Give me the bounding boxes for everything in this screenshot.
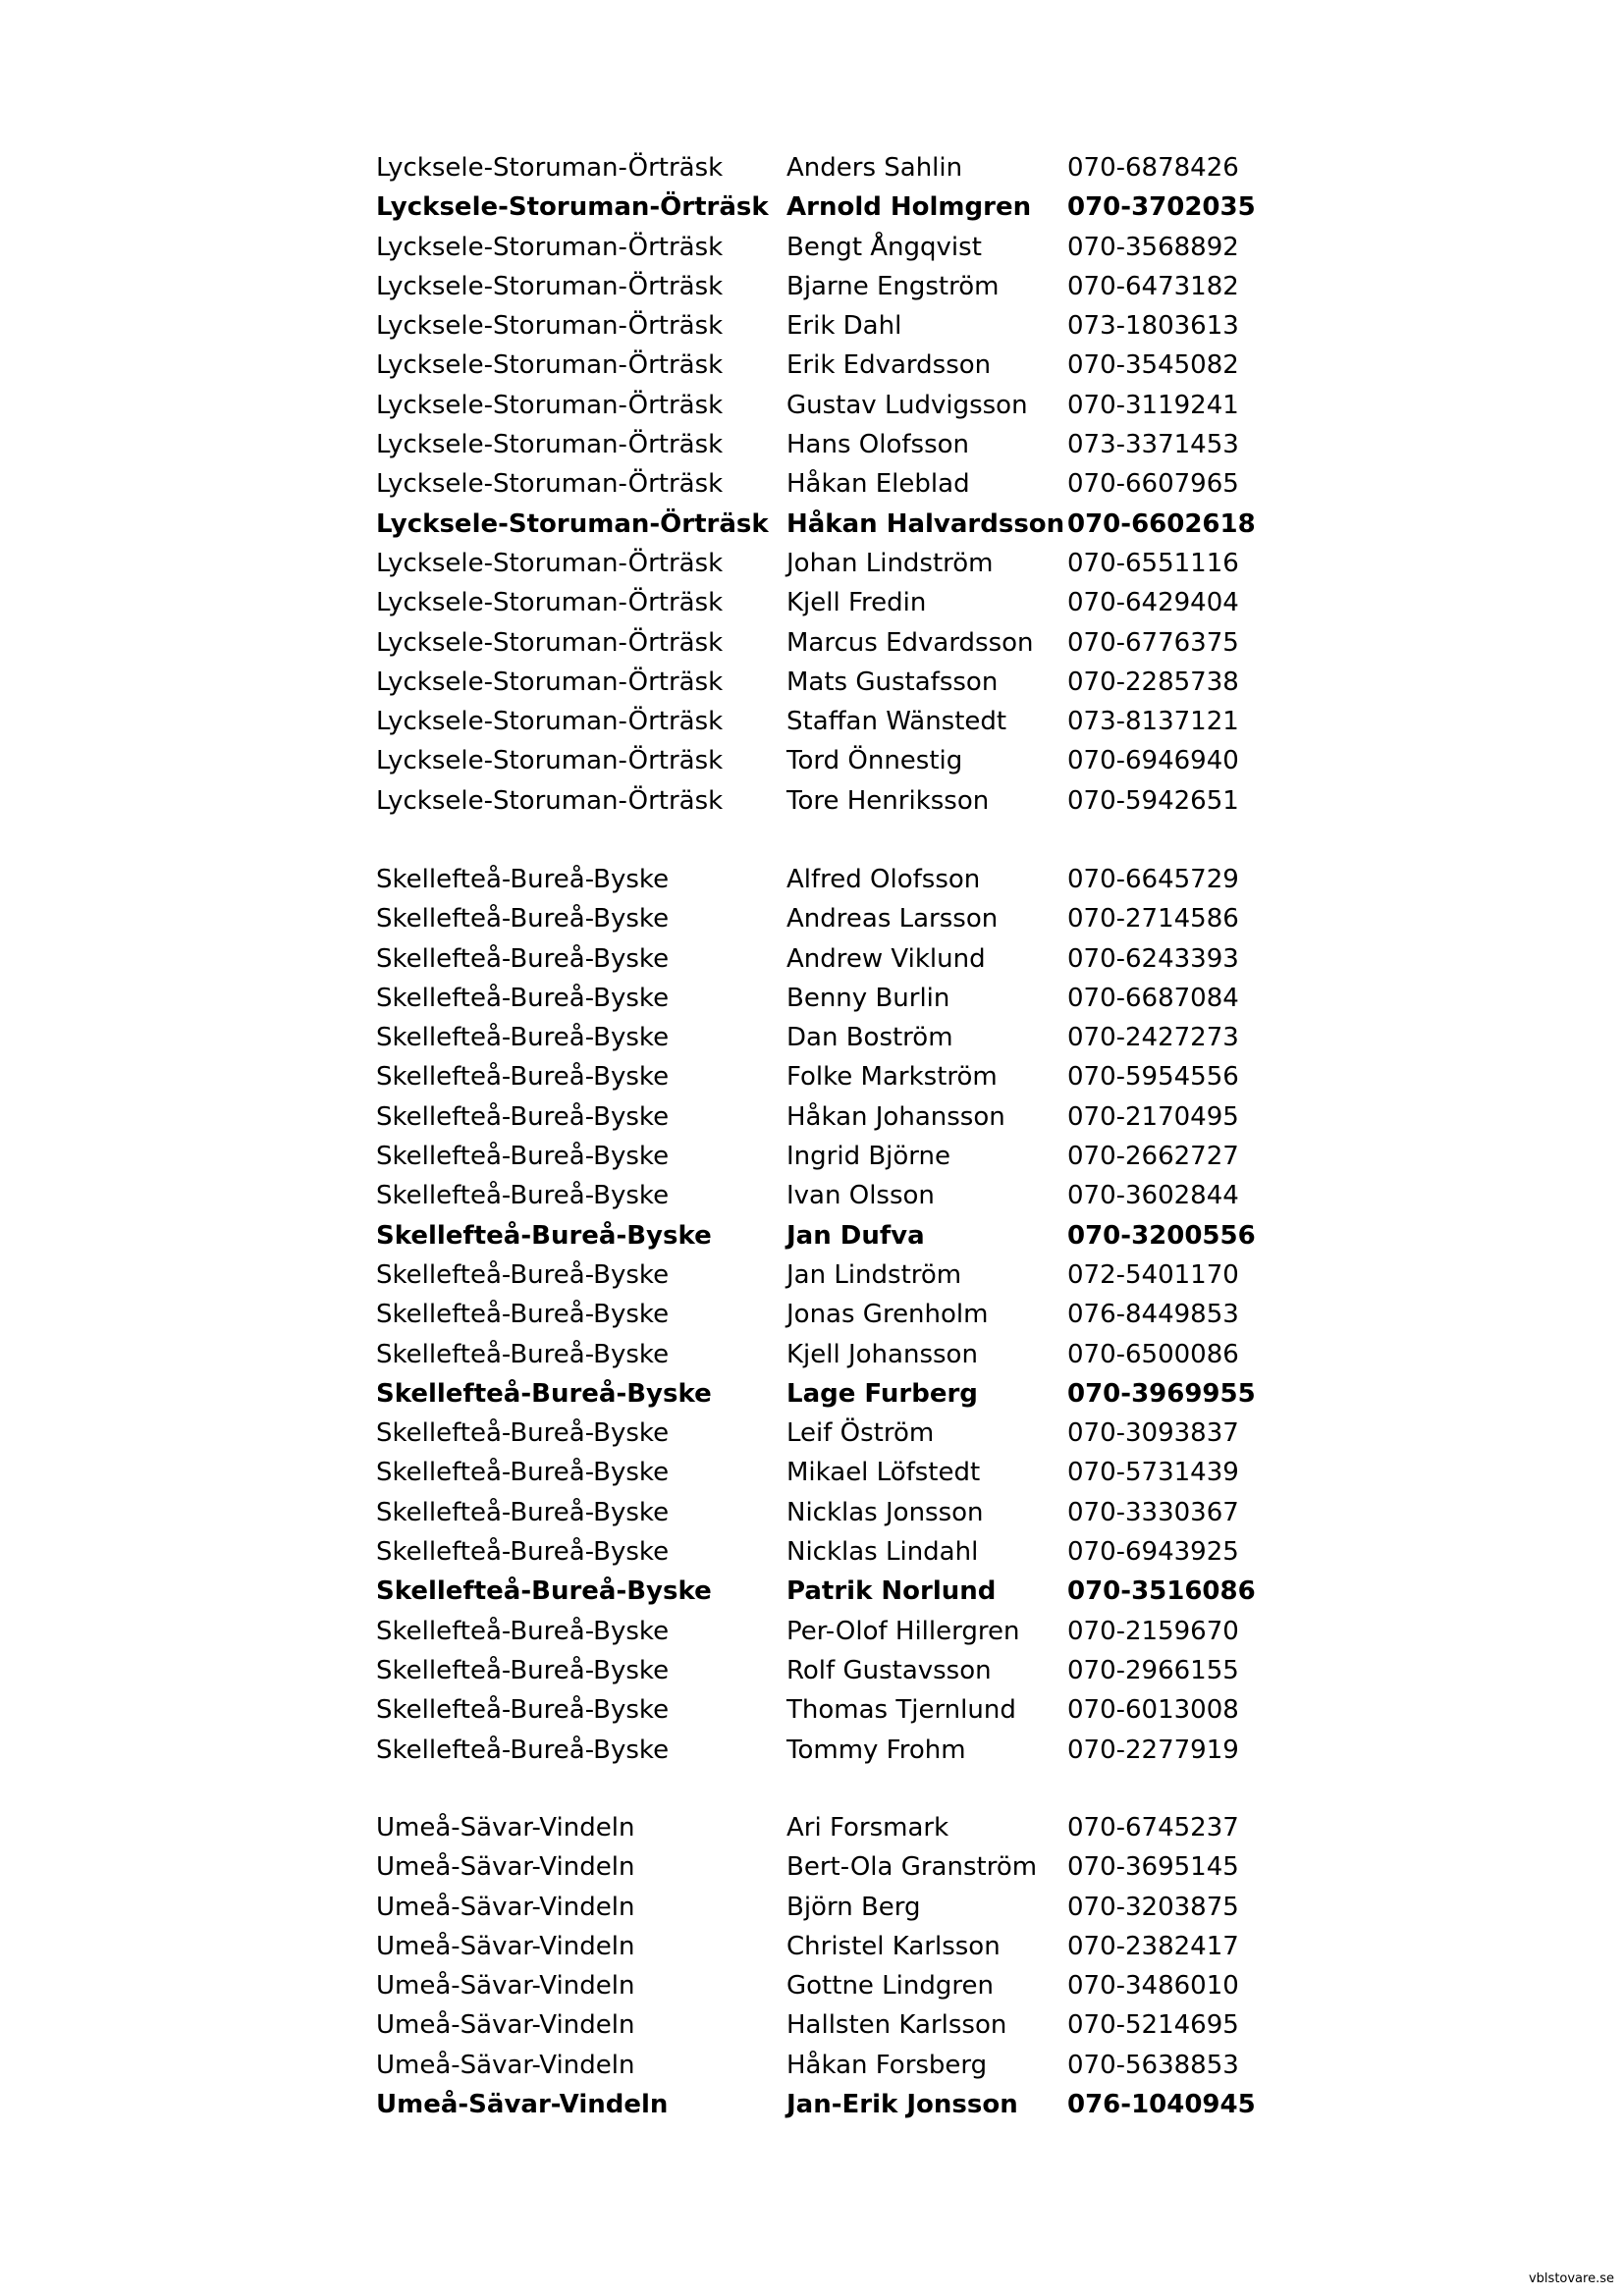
contact-row <box>0 979 1624 1018</box>
contact-row <box>0 464 1624 504</box>
contact-row <box>0 306 1624 346</box>
area-cell: Umeå-Sävar-Vindeln <box>376 1852 635 1883</box>
area-cell: Skellefteå-Bureå-Byske <box>376 1101 670 1132</box>
area-cell: Skellefteå-Bureå-Byske <box>376 1616 670 1646</box>
footer-site-label: vblstovare.se <box>1528 2271 1614 2286</box>
contact-row <box>0 1176 1624 1215</box>
area-cell: Skellefteå-Bureå-Byske <box>376 1062 670 1093</box>
contact-group <box>0 1808 1624 2124</box>
phone-cell: 070-2662727 <box>1067 1142 1239 1172</box>
contact-row <box>0 939 1624 979</box>
phone-cell: 070-3602844 <box>1067 1181 1239 1211</box>
contact-row <box>0 1847 1624 1887</box>
phone-cell: 070-3702035 <box>1067 192 1256 223</box>
contact-row <box>0 1374 1624 1414</box>
phone-cell: 070-6473182 <box>1067 271 1239 301</box>
phone-cell: 070-6607965 <box>1067 469 1239 500</box>
name-cell: Lage Furberg <box>786 1378 978 1409</box>
area-cell: Lycksele-Storuman-Örträsk <box>376 390 724 420</box>
area-cell: Lycksele-Storuman-Örträsk <box>376 548 724 578</box>
area-cell: Umeå-Sävar-Vindeln <box>376 1892 635 1922</box>
phone-cell: 073-8137121 <box>1067 707 1239 737</box>
name-cell: Tord Önnestig <box>786 746 963 776</box>
area-cell: Skellefteå-Bureå-Byske <box>376 1537 670 1568</box>
contact-row <box>0 1532 1624 1572</box>
phone-cell: 070-5214695 <box>1067 2010 1239 2041</box>
name-cell: Rolf Gustavsson <box>786 1655 992 1685</box>
area-cell: Skellefteå-Bureå-Byske <box>376 1339 670 1369</box>
phone-cell: 070-6943925 <box>1067 1537 1239 1568</box>
name-cell: Christel Karlsson <box>786 1931 1001 1961</box>
name-cell: Marcus Edvardsson <box>786 627 1034 658</box>
name-cell: Arnold Holmgren <box>786 192 1032 223</box>
contact-row <box>0 1097 1624 1137</box>
name-cell: Ivan Olsson <box>786 1181 935 1211</box>
area-cell: Umeå-Sävar-Vindeln <box>376 2010 635 2041</box>
area-cell: Lycksele-Storuman-Örträsk <box>376 627 724 658</box>
area-cell: Lycksele-Storuman-Örträsk <box>376 707 724 737</box>
name-cell: Bengt Ångqvist <box>786 232 982 262</box>
contact-row <box>0 1216 1624 1255</box>
area-cell: Lycksele-Storuman-Örträsk <box>376 350 724 381</box>
contact-row <box>0 386 1624 425</box>
phone-cell: 070-6645729 <box>1067 865 1239 894</box>
name-cell: Johan Lindström <box>786 548 994 578</box>
phone-cell: 070-3119241 <box>1067 390 1239 420</box>
contact-row <box>0 148 1624 187</box>
name-cell: Hallsten Karlsson <box>786 2010 1007 2041</box>
name-cell: Jonas Grenholm <box>786 1300 989 1330</box>
phone-cell: 070-3330367 <box>1067 1497 1239 1527</box>
name-cell: Nicklas Jonsson <box>786 1497 984 1527</box>
phone-cell: 070-3516086 <box>1067 1576 1256 1607</box>
area-cell: Lycksele-Storuman-Örträsk <box>376 785 724 816</box>
name-cell: Kjell Fredin <box>786 588 927 618</box>
phone-cell: 070-2277919 <box>1067 1735 1239 1765</box>
phone-cell: 070-6429404 <box>1067 588 1239 618</box>
contact-group <box>0 148 1624 821</box>
phone-cell: 070-2382417 <box>1067 1931 1239 1961</box>
contact-row <box>0 1690 1624 1730</box>
contact-row <box>0 2085 1624 2124</box>
name-cell: Anders Sahlin <box>786 153 963 183</box>
area-cell: Lycksele-Storuman-Örträsk <box>376 746 724 776</box>
contact-row <box>0 741 1624 780</box>
name-cell: Andreas Larsson <box>786 904 999 934</box>
contact-row <box>0 702 1624 741</box>
name-cell: Erik Dahl <box>786 311 902 342</box>
contact-row <box>0 1888 1624 1927</box>
name-cell: Håkan Forsberg <box>786 2050 988 2080</box>
phone-cell: 073-3371453 <box>1067 430 1239 460</box>
area-cell: Skellefteå-Bureå-Byske <box>376 1259 670 1290</box>
area-cell: Skellefteå-Bureå-Byske <box>376 1735 670 1765</box>
area-cell: Lycksele-Storuman-Örträsk <box>376 232 724 262</box>
name-cell: Håkan Johansson <box>786 1101 1005 1132</box>
contact-row <box>0 228 1624 267</box>
phone-cell: 073-1803613 <box>1067 311 1239 342</box>
name-cell: Håkan Halvardsson <box>786 508 1065 539</box>
phone-cell: 070-6946940 <box>1067 746 1239 776</box>
contact-row <box>0 1335 1624 1374</box>
phone-cell: 070-5638853 <box>1067 2050 1239 2080</box>
name-cell: Björn Berg <box>786 1892 921 1922</box>
phone-cell: 070-6551116 <box>1067 548 1239 578</box>
phone-cell: 070-6243393 <box>1067 943 1239 974</box>
area-cell: Skellefteå-Bureå-Byske <box>376 1300 670 1330</box>
phone-cell: 070-3486010 <box>1067 1971 1239 2002</box>
area-cell: Skellefteå-Bureå-Byske <box>376 1458 670 1488</box>
name-cell: Håkan Eleblad <box>786 469 970 500</box>
phone-cell: 070-3545082 <box>1067 350 1239 381</box>
phone-cell: 070-6602618 <box>1067 508 1256 539</box>
name-cell: Tommy Frohm <box>786 1735 966 1765</box>
area-cell: Lycksele-Storuman-Örträsk <box>376 311 724 342</box>
area-cell: Skellefteå-Bureå-Byske <box>376 904 670 934</box>
name-cell: Gottne Lindgren <box>786 1971 994 2002</box>
name-cell: Jan-Erik Jonsson <box>786 2090 1018 2120</box>
name-cell: Folke Markström <box>786 1062 998 1093</box>
area-cell: Umeå-Sävar-Vindeln <box>376 1931 635 1961</box>
area-cell: Lycksele-Storuman-Örträsk <box>376 271 724 301</box>
contact-row <box>0 1018 1624 1057</box>
name-cell: Nicklas Lindahl <box>786 1537 979 1568</box>
contact-row <box>0 267 1624 306</box>
name-cell: Ari Forsmark <box>786 1813 949 1842</box>
contact-row <box>0 2046 1624 2085</box>
name-cell: Jan Dufva <box>786 1220 925 1251</box>
phone-cell: 076-1040945 <box>1067 2090 1256 2120</box>
area-cell: Umeå-Sävar-Vindeln <box>376 2050 635 2080</box>
phone-cell: 072-5401170 <box>1067 1259 1239 1290</box>
phone-cell: 070-6776375 <box>1067 627 1239 658</box>
contact-row <box>0 1453 1624 1492</box>
phone-cell: 070-2714586 <box>1067 904 1239 934</box>
phone-cell: 070-6687084 <box>1067 983 1239 1013</box>
area-cell: Lycksele-Storuman-Örträsk <box>376 192 769 223</box>
area-cell: Lycksele-Storuman-Örträsk <box>376 508 769 539</box>
contact-row <box>0 623 1624 663</box>
name-cell: Tore Henriksson <box>786 785 990 816</box>
name-cell: Leif Öström <box>786 1418 935 1449</box>
contact-row <box>0 1731 1624 1770</box>
contact-row <box>0 1137 1624 1176</box>
contact-group <box>0 860 1624 1770</box>
area-cell: Lycksele-Storuman-Örträsk <box>376 153 724 183</box>
phone-cell: 070-3203875 <box>1067 1892 1239 1922</box>
phone-cell: 070-3969955 <box>1067 1378 1256 1409</box>
area-cell: Skellefteå-Bureå-Byske <box>376 1695 670 1726</box>
contact-row <box>0 425 1624 464</box>
contact-row <box>0 1966 1624 2005</box>
area-cell: Skellefteå-Bureå-Byske <box>376 943 670 974</box>
contact-row <box>0 1493 1624 1532</box>
area-cell: Skellefteå-Bureå-Byske <box>376 1497 670 1527</box>
name-cell: Andrew Viklund <box>786 943 986 974</box>
area-cell: Umeå-Sävar-Vindeln <box>376 2090 669 2120</box>
name-cell: Jan Lindström <box>786 1259 962 1290</box>
phone-cell: 070-3695145 <box>1067 1852 1239 1883</box>
area-cell: Skellefteå-Bureå-Byske <box>376 1378 712 1409</box>
contact-row <box>0 187 1624 227</box>
contact-row <box>0 899 1624 938</box>
area-cell: Skellefteå-Bureå-Byske <box>376 1220 712 1251</box>
name-cell: Benny Burlin <box>786 983 950 1013</box>
contact-row <box>0 860 1624 899</box>
name-cell: Bert-Ola Granström <box>786 1852 1038 1883</box>
contact-row <box>0 1295 1624 1334</box>
area-cell: Skellefteå-Bureå-Byske <box>376 983 670 1013</box>
area-cell: Skellefteå-Bureå-Byske <box>376 1576 712 1607</box>
name-cell: Mikael Löfstedt <box>786 1458 981 1488</box>
phone-cell: 070-5942651 <box>1067 785 1239 816</box>
phone-cell: 070-2966155 <box>1067 1655 1239 1685</box>
phone-cell: 070-6745237 <box>1067 1813 1239 1842</box>
contact-row <box>0 1927 1624 1966</box>
area-cell: Lycksele-Storuman-Örträsk <box>376 469 724 500</box>
name-cell: Kjell Johansson <box>786 1339 978 1369</box>
phone-cell: 070-6878426 <box>1067 153 1239 183</box>
contact-row <box>0 2005 1624 2045</box>
contact-row <box>0 346 1624 385</box>
contact-row <box>0 583 1624 622</box>
phone-cell: 070-3200556 <box>1067 1220 1256 1251</box>
contact-row <box>0 1808 1624 1847</box>
area-cell: Skellefteå-Bureå-Byske <box>376 865 670 894</box>
area-cell: Skellefteå-Bureå-Byske <box>376 1418 670 1449</box>
contact-row <box>0 505 1624 544</box>
contact-row <box>0 544 1624 583</box>
phone-cell: 070-6500086 <box>1067 1339 1239 1369</box>
area-cell: Lycksele-Storuman-Örträsk <box>376 588 724 618</box>
phone-cell: 070-2285738 <box>1067 667 1239 697</box>
contact-row <box>0 781 1624 821</box>
area-cell: Skellefteå-Bureå-Byske <box>376 1655 670 1685</box>
area-cell: Skellefteå-Bureå-Byske <box>376 1023 670 1053</box>
area-cell: Umeå-Sävar-Vindeln <box>376 1813 635 1842</box>
phone-cell: 070-5954556 <box>1067 1062 1239 1093</box>
contact-row <box>0 1651 1624 1690</box>
area-cell: Skellefteå-Bureå-Byske <box>376 1142 670 1172</box>
name-cell: Hans Olofsson <box>786 430 969 460</box>
name-cell: Bjarne Engström <box>786 271 1000 301</box>
name-cell: Gustav Ludvigsson <box>786 390 1028 420</box>
contact-row <box>0 1414 1624 1453</box>
area-cell: Lycksele-Storuman-Örträsk <box>376 667 724 697</box>
area-cell: Lycksele-Storuman-Örträsk <box>376 430 724 460</box>
contact-row <box>0 1255 1624 1295</box>
name-cell: Ingrid Björne <box>786 1142 951 1172</box>
name-cell: Erik Edvardsson <box>786 350 992 381</box>
contact-row <box>0 663 1624 702</box>
phone-cell: 070-2170495 <box>1067 1101 1239 1132</box>
area-cell: Skellefteå-Bureå-Byske <box>376 1181 670 1211</box>
phone-cell: 070-2427273 <box>1067 1023 1239 1053</box>
name-cell: Patrik Norlund <box>786 1576 997 1607</box>
phone-cell: 070-3093837 <box>1067 1418 1239 1449</box>
name-cell: Alfred Olofsson <box>786 865 981 894</box>
area-cell: Umeå-Sävar-Vindeln <box>376 1971 635 2002</box>
name-cell: Dan Boström <box>786 1023 953 1053</box>
phone-cell: 070-3568892 <box>1067 232 1239 262</box>
name-cell: Mats Gustafsson <box>786 667 999 697</box>
contact-row <box>0 1057 1624 1096</box>
phone-cell: 070-2159670 <box>1067 1616 1239 1646</box>
phone-cell: 070-6013008 <box>1067 1695 1239 1726</box>
name-cell: Per-Olof Hillergren <box>786 1616 1020 1646</box>
phone-cell: 070-5731439 <box>1067 1458 1239 1488</box>
contact-row <box>0 1612 1624 1651</box>
phone-cell: 076-8449853 <box>1067 1300 1239 1330</box>
contact-row <box>0 1572 1624 1611</box>
name-cell: Staffan Wänstedt <box>786 707 1007 737</box>
name-cell: Thomas Tjernlund <box>786 1695 1016 1726</box>
